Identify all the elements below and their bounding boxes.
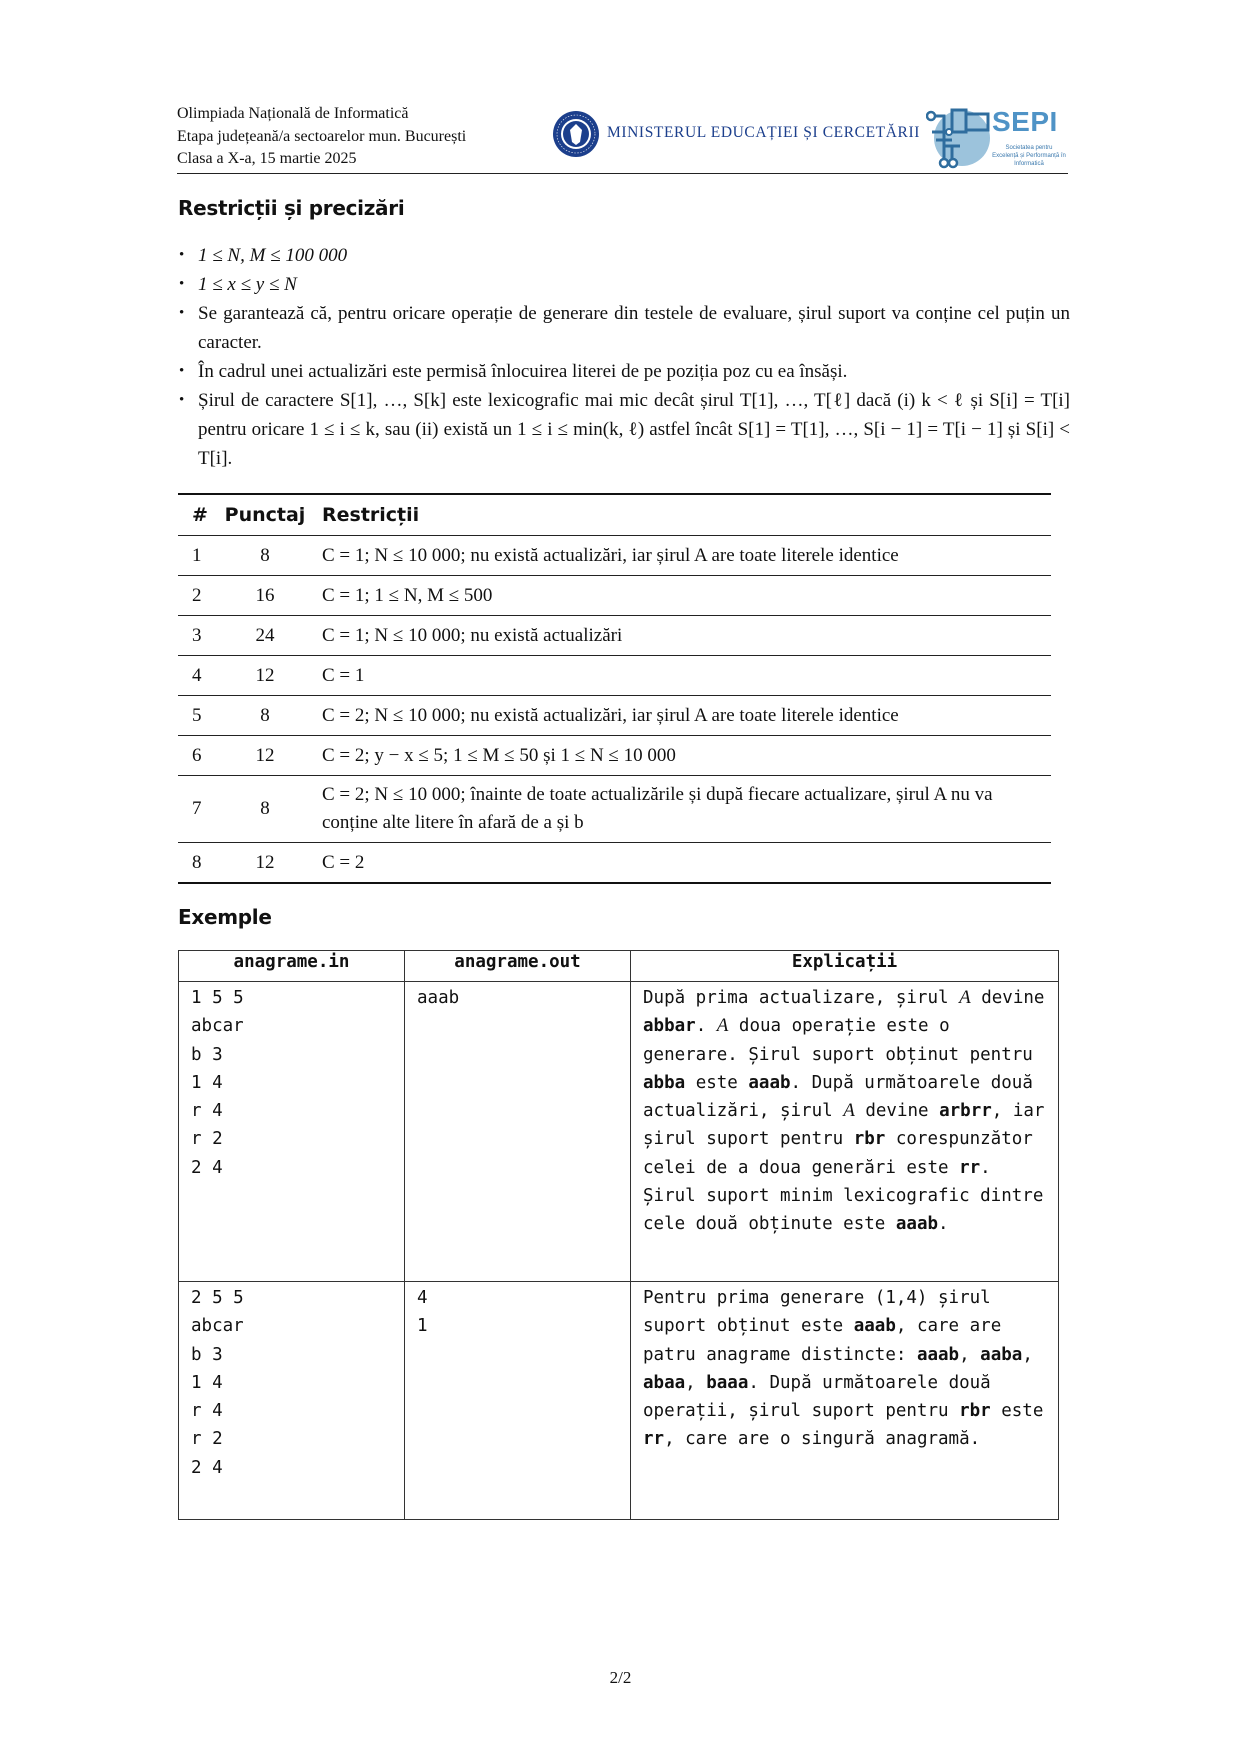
example-explanation: După prima actualizare, șirul A devine abbar. A doua operație este o generare. Șirul suport obținut pentru abba este aaab. După următoarele două actualizări, șirul A devine arbrr, iar șirul suport pentru rbr corespunzător celei de a doua generări este rr. Șirul suport minim lexicografic dintre cele două obținute este aaab.	[631, 982, 1059, 1282]
subtask-id: 7	[192, 798, 202, 819]
subtask-id: 5	[192, 704, 202, 726]
math-symbol: A	[959, 987, 971, 1008]
input-line: abcar	[191, 1016, 244, 1037]
ministry-name: MINISTERUL EDUCAȚIEI ȘI CERCETĂRII	[607, 124, 921, 141]
col-header-id: #	[192, 504, 208, 526]
contest-class-date: Clasa a X-a, 15 martie 2025	[177, 150, 357, 167]
restriction-text: Se garantează că, pentru oricare operație de generare din testele de evaluare, șirul suport va conține cel puțin un caracter.	[198, 303, 1070, 353]
example-output	[405, 982, 631, 1282]
input-line: r 4	[191, 1401, 223, 1422]
highlighted-string: arbrr	[939, 1101, 992, 1122]
example-input	[179, 1282, 405, 1520]
subtask-row	[178, 576, 1051, 616]
subtask-restriction: C = 1; N ≤ 10 000; nu există actualizări, iar șirul A are toate literele identice	[322, 544, 899, 566]
output-line: aaab	[417, 988, 460, 1008]
example-output	[405, 1282, 631, 1520]
input-line: 1 5 5	[191, 988, 244, 1008]
restriction-text: Șirul de caractere S[1], …, S[k] este lexicografic mai mic decât șirul T[1], …, T[ℓ] dacă (i) k < ℓ și S[i] = T[i] pentru oricare 1 ≤ i ≤ k, sau (ii) există un 1 ≤ i ≤ min(k, ℓ) astfel încât S[1] = T[1], …, S[i − 1] = T[i − 1] și S[i] < T[i].	[198, 390, 1070, 469]
input-line: b 3	[191, 1044, 223, 1065]
page-number: 2/2	[609, 1668, 632, 1687]
subtask-points: 12	[255, 851, 275, 873]
subtask-id: 6	[192, 744, 202, 766]
restriction-text: 1 ≤ x ≤ y ≤ N	[198, 274, 297, 295]
input-line: 2 4	[191, 1157, 223, 1178]
sepi-subtitle: Societatea pentru Excelență și Performanță în Informatică	[992, 145, 1066, 167]
input-line: r 2	[191, 1129, 223, 1150]
subtask-row	[178, 736, 1051, 776]
restrictions-list	[178, 241, 1070, 473]
output-line: 4	[417, 1288, 428, 1308]
math-symbol: A	[843, 1100, 855, 1122]
highlighted-string: rr	[959, 1157, 981, 1178]
col-header-input: anagrame.in	[179, 951, 405, 982]
math-symbol: A	[716, 1015, 729, 1037]
sepi-name: SEPI	[992, 106, 1058, 137]
restriction-text: 1 ≤ N, M ≤ 100 000	[198, 245, 348, 266]
subtask-restriction: C = 2; N ≤ 10 000; nu există actualizări, iar șirul A are toate literele identice	[322, 704, 899, 726]
input-line: 2 5 5	[191, 1288, 244, 1308]
subtask-id: 3	[192, 624, 202, 646]
highlighted-string: abba	[643, 1072, 686, 1093]
subtasks-table	[178, 493, 1051, 884]
col-header-explanation: Explicații	[631, 951, 1059, 982]
col-header-points: Punctaj	[224, 504, 306, 526]
input-line: b 3	[191, 1344, 223, 1365]
highlighted-string: aaab	[916, 1344, 960, 1365]
example-row	[179, 1282, 1059, 1520]
input-line: r 4	[191, 1101, 223, 1122]
contest-header	[177, 103, 466, 171]
subtask-points: 8	[260, 798, 270, 819]
subtask-points: 24	[255, 624, 275, 646]
col-header-output: anagrame.out	[405, 951, 631, 982]
highlighted-string: rbr	[853, 1129, 886, 1150]
highlighted-string: abaa	[643, 1372, 686, 1393]
subtask-restriction: C = 1	[322, 664, 365, 686]
sepi-logo	[926, 104, 1068, 170]
subtask-row	[178, 536, 1051, 576]
subtasks-header-row	[178, 494, 1051, 536]
subtask-row	[178, 696, 1051, 736]
subtask-row	[178, 616, 1051, 656]
subtask-id: 1	[192, 544, 202, 566]
subtask-id: 2	[192, 584, 202, 606]
subtask-restriction: C = 1; 1 ≤ N, M ≤ 500	[322, 584, 493, 606]
restriction-item	[178, 241, 1070, 270]
subtask-restriction: C = 2; N ≤ 10 000; înainte de toate actualizările și după fiecare actualizare, șirul A nu va conține alte litere în afară de a și b	[322, 784, 993, 833]
examples-header-row	[179, 951, 1059, 982]
input-line: 1 4	[191, 1372, 223, 1393]
restriction-item	[178, 357, 1070, 386]
example-row	[179, 982, 1059, 1282]
subtask-row	[178, 656, 1051, 696]
highlighted-string: rbr	[959, 1401, 991, 1422]
sepi-circuit-icon	[926, 104, 992, 170]
contest-name: Olimpiada Națională de Informatică	[177, 105, 409, 122]
subtask-points: 8	[260, 704, 270, 726]
contest-stage: Etapa județeană/a sectoarelor mun. București	[177, 127, 467, 145]
subtask-restriction: C = 2; y − x ≤ 5; 1 ≤ M ≤ 50 și 1 ≤ N ≤ 10 000	[322, 744, 676, 766]
input-line: 1 4	[191, 1072, 223, 1093]
subtask-restriction: C = 2	[322, 851, 365, 873]
restriction-item	[178, 299, 1070, 357]
subtask-id: 4	[192, 664, 202, 686]
subtask-row	[178, 776, 1051, 843]
output-line: 1	[417, 1316, 428, 1337]
highlighted-string: aaab	[853, 1316, 896, 1337]
subtask-id: 8	[192, 851, 202, 873]
highlighted-string: rr	[643, 1429, 665, 1450]
col-header-restrictions: Restricții	[322, 504, 420, 526]
example-input	[179, 982, 405, 1282]
examples-table	[178, 950, 1059, 1520]
input-line: r 2	[191, 1429, 223, 1450]
subtask-points: 16	[255, 584, 275, 606]
restriction-item	[178, 386, 1070, 473]
examples-heading: Exemple	[178, 905, 272, 929]
input-line: 2 4	[191, 1457, 223, 1478]
highlighted-string: baaa	[706, 1372, 749, 1393]
highlighted-string: aaba	[980, 1344, 1023, 1365]
example-explanation: Pentru prima generare (1,4) șirul suport obținut este aaab, care are patru anagrame distincte: aaab, aaba, abaa, baaa. După următoarele două operații, șirul suport pentru rbr este rr, care are o singură anagramă.	[631, 1282, 1059, 1520]
highlighted-string: abbar	[643, 1016, 696, 1037]
subtask-points: 12	[255, 744, 275, 766]
header-divider	[177, 173, 1068, 174]
government-seal-icon	[552, 110, 600, 158]
highlighted-string: aaab	[748, 1072, 791, 1093]
subtask-points: 12	[255, 664, 275, 686]
subtask-points: 8	[260, 544, 270, 566]
input-line: abcar	[191, 1316, 244, 1337]
restriction-text: În cadrul unei actualizări este permisă înlocuirea literei de pe poziția poz cu ea însăși.	[198, 361, 848, 382]
restrictions-heading: Restricții și precizări	[178, 196, 405, 220]
restriction-item	[178, 270, 1070, 299]
highlighted-string: aaab	[895, 1214, 939, 1235]
subtask-row	[178, 843, 1051, 884]
subtask-restriction: C = 1; N ≤ 10 000; nu există actualizări	[322, 624, 623, 646]
